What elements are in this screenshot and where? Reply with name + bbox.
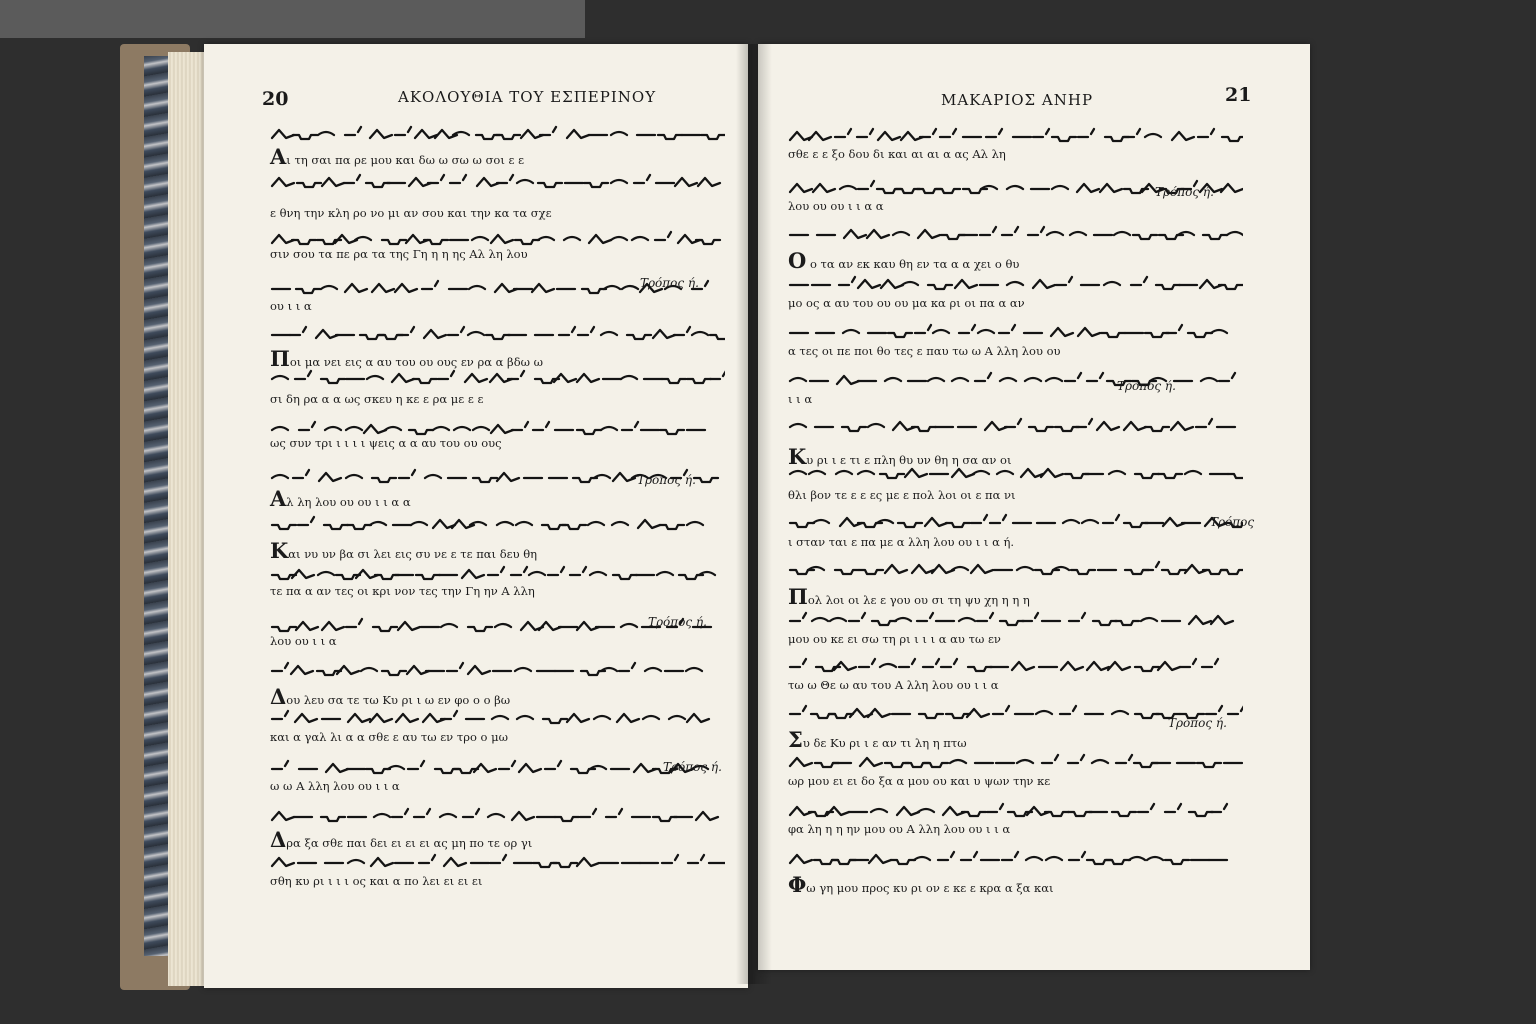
left-neume-line-10: [270, 564, 725, 586]
left-lyric-line-14: ω ω Α λλη λου ου ι ι α: [270, 779, 400, 793]
left-neume-line-12: [270, 660, 725, 682]
left-neume-line-14: [270, 758, 725, 780]
left-neume-line-1: [270, 124, 725, 146]
right-lyric-line-13: Συ δε Κυ ρι ι ε αν τι λη η πτω: [788, 727, 967, 752]
left-lyric-line-11: λου ου ι ι α: [270, 634, 337, 648]
right-neume-line-16: [788, 849, 1243, 871]
left-lyric-line-8: Αλ λη λου ου ου ι ι α α: [270, 486, 411, 511]
right-lyric-line-15: φα λη η η ην μου ου Α λλη λου ου ι ι α: [788, 822, 1011, 836]
right-mode-label-4: Τρόπος ή.: [1168, 716, 1227, 730]
left-lyric-line-13: και α γαλ λι α α σθε ε αυ τω εν τρο ο μω: [270, 730, 508, 744]
right-mode-label-1: Τρόπος ή.: [1155, 185, 1214, 199]
left-neume-line-5: [270, 324, 725, 346]
page-number-left: 20: [262, 88, 289, 110]
left-mode-label-3: Τρόπος ή.: [648, 615, 707, 629]
right-lyric-line-1: σθε ε ε ξο δου δι και αι αι α ας Αλ λη: [788, 147, 1006, 161]
scanner-panel: [0, 0, 585, 38]
left-lyric-line-15: Δρα ξα σθε παι δει ει ει ει ας μη πο τε ορ γι: [270, 827, 533, 852]
left-neume-line-9: [270, 514, 725, 536]
right-neume-line-1: [788, 126, 1243, 148]
right-lyric-line-11: μου ου κε ει σω τη ρι ι ι ι α αυ τω εν: [788, 632, 1001, 646]
right-lyric-line-7: Κυ ρι ι ε τι ε πλη θυ υν θη η σα αν οι: [788, 444, 1012, 469]
right-neume-line-7: [788, 416, 1243, 438]
right-neume-line-4: [788, 274, 1243, 296]
left-lyric-line-1: Αι τη σαι πα ρε μου και δω ω σω ω σοι ε ε: [270, 144, 525, 169]
right-lyric-line-16: Φω γη μου προς κυ ρι ον ε κε ε κρα α ξα και: [788, 872, 1054, 897]
left-neume-line-6: [270, 368, 725, 390]
page-edges: [168, 52, 208, 986]
right-mode-label-3: Τρόπος: [1210, 515, 1255, 529]
right-lyric-line-5: α τες οι πε ποι θο τες ε παυ τω ω Α λλη λου ου: [788, 344, 1061, 358]
right-lyric-line-4: μο ος α αυ του ου ου μα κα ρι οι πα α αν: [788, 296, 1025, 310]
right-lyric-line-12: τω ω Θε ω αυ του Α λλη λου ου ι ι α: [788, 678, 999, 692]
right-neume-line-12: [788, 656, 1243, 678]
right-neume-line-9: [788, 512, 1243, 534]
right-neume-line-14: [788, 752, 1243, 774]
right-lyric-line-6: ι ι α: [788, 392, 813, 406]
right-neume-line-10: [788, 559, 1243, 581]
left-lyric-line-10: τε πα α αν τες οι κρι νον τες την Γη ην Α λλη: [270, 584, 535, 598]
left-lyric-line-6: σι δη ρα α α ως σκευ η κε ε ρα με ε ε: [270, 392, 484, 406]
left-neume-line-16: [270, 852, 725, 874]
left-neume-line-2: [270, 172, 725, 194]
right-neume-line-5: [788, 322, 1243, 344]
right-neume-line-3: [788, 224, 1243, 246]
left-lyric-line-3: σιν σου τα πε ρα τα της Γη η η ης Αλ λη λου: [270, 247, 528, 261]
right-lyric-line-14: ωρ μου ει ει δο ξα α μου ου και υ ψων την κε: [788, 774, 1051, 788]
right-mode-label-2: Τρόπος ή.: [1117, 379, 1176, 393]
right-lyric-line-2: λου ου ου ι ι α α: [788, 199, 884, 213]
running-title-right: ΜΑΚΑΡΙΟΣ ΑΝΗΡ: [941, 91, 1094, 109]
left-neume-line-15: [270, 806, 725, 828]
right-neume-line-8: [788, 463, 1243, 485]
right-lyric-line-10: Πολ λοι οι λε ε γου ου σι τη ψυ χη η η η: [788, 584, 1030, 609]
left-lyric-line-9: Και νυ υν βα σι λει εις συ νε ε τε παι δευ θη: [270, 538, 538, 563]
right-neume-line-15: [788, 801, 1243, 823]
left-lyric-line-12: Δου λευ σα τε τω Κυ ρι ι ω εν φο ο ο βω: [270, 684, 511, 709]
left-lyric-line-7: ως συν τρι ι ι ι ι ψεις α α αυ του ου ους: [270, 436, 502, 450]
right-neume-line-11: [788, 610, 1243, 632]
right-lyric-line-3: Ο ο τα αν εκ καυ θη εν τα α α χει ο θυ: [788, 248, 1020, 273]
book-gutter: [736, 44, 772, 984]
left-lyric-line-16: σθη κυ ρι ι ι ι ος και α πο λει ει ει ει: [270, 874, 483, 888]
left-mode-label-2: Τρόπος ή.: [637, 473, 696, 487]
right-lyric-line-8: θλι βον τε ε ε ες με ε πολ λοι οι ε πα νι: [788, 488, 1016, 502]
left-lyric-line-4: ου ι ι α: [270, 299, 312, 313]
running-title-left: ΑΚΟΛΟΥΘΙΑ ΤΟΥ ΕΣΠΕΡΙΝΟΥ: [398, 88, 657, 106]
left-mode-label-4: Τρόπος ή.: [663, 760, 722, 774]
left-mode-label-1: Τρόπος ή.: [640, 276, 699, 290]
right-lyric-line-9: ι σταν ται ε πα με α λλη λου ου ι ι α ή.: [788, 535, 1015, 549]
left-lyric-line-5: Ποι μα νει εις α αυ του ου ους εν ρα α βδω ω: [270, 346, 544, 371]
left-lyric-line-2: ε θνη την κλη ρο νο μι αν σου και την κα τα σχε: [270, 206, 552, 220]
left-neume-line-13: [270, 708, 725, 730]
page-number-right: 21: [1225, 84, 1252, 106]
